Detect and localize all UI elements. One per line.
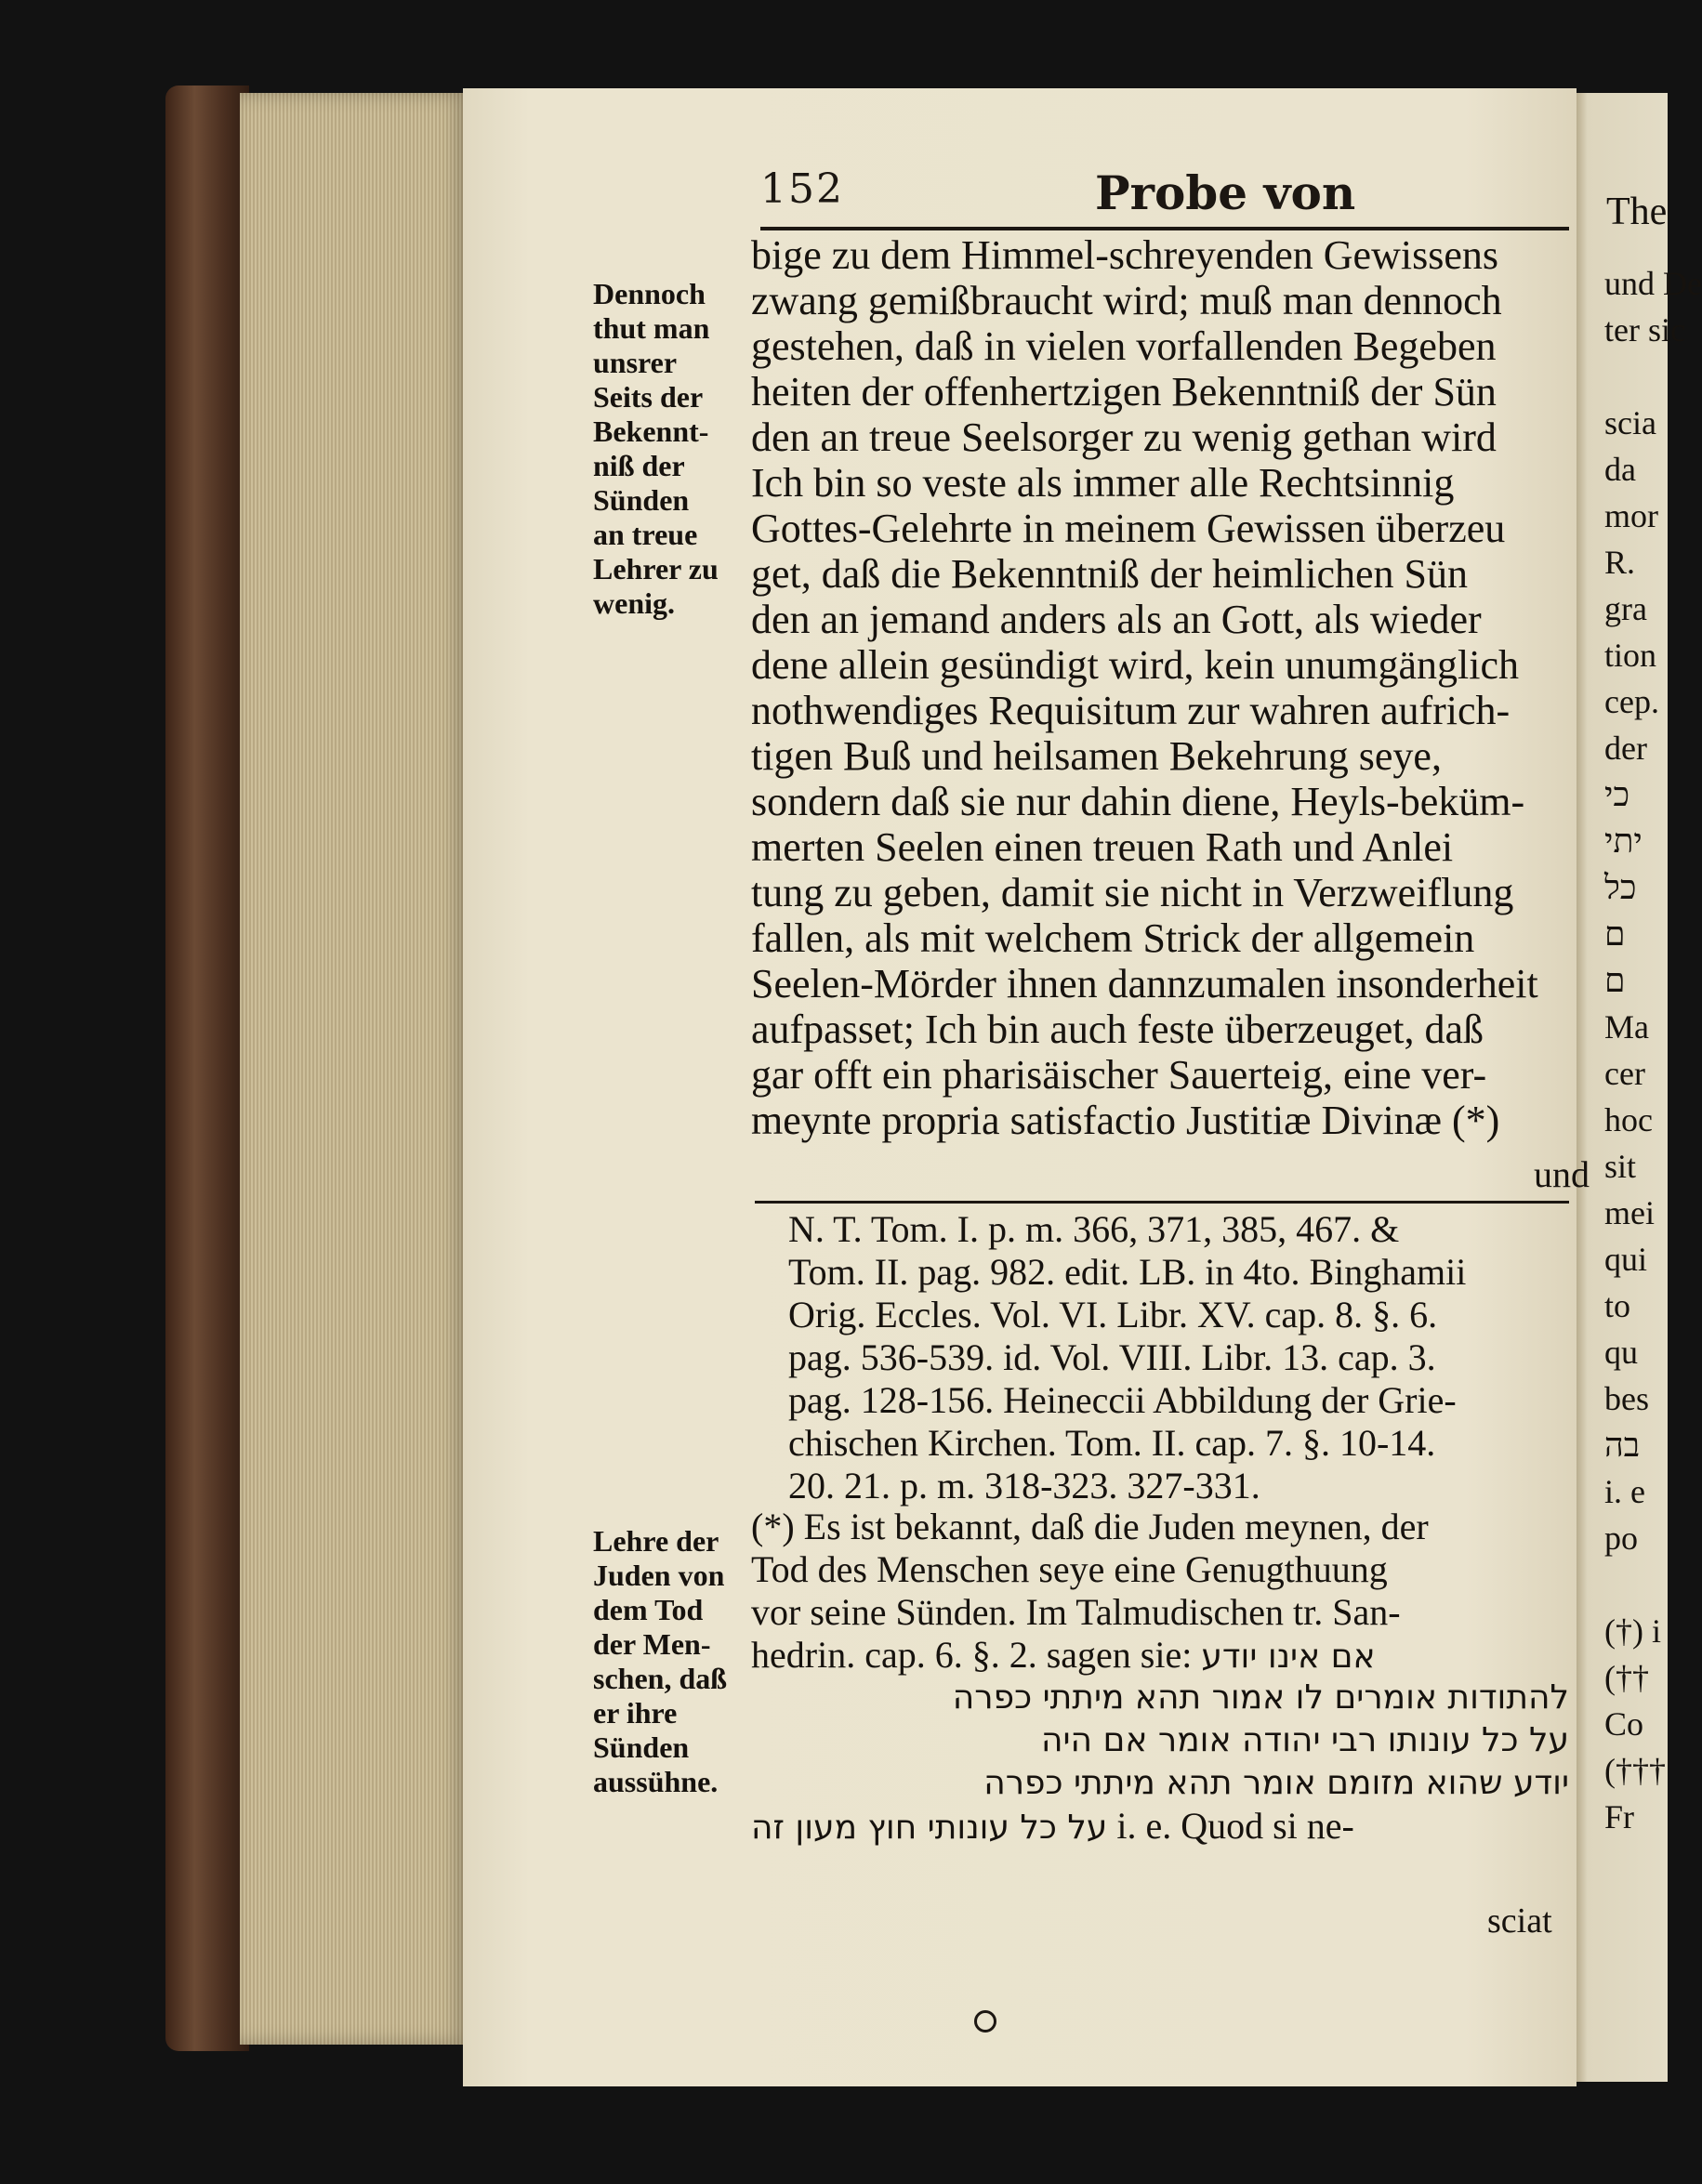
text-line: Ich bin so veste als immer alle Rechtsinnig [751, 460, 1455, 506]
catchword: und [1534, 1153, 1590, 1195]
text-line: Seelen-Mörder ihnen dannzumalen insonderheit [751, 961, 1538, 1006]
text-line: den an jemand anders als an Gott, als wieder [751, 597, 1482, 642]
reference-line: Tom. II. pag. 982. edit. LB. in 4to. Binghamii [788, 1251, 1467, 1293]
text-line: sondern daß sie nur dahin diene, Heyls-beküm- [751, 779, 1525, 824]
hebrew-line: על כל עונותו רבי יהודה אומר אם היה [1040, 1721, 1569, 1759]
footnote-rule [755, 1201, 1569, 1204]
footnote-line [751, 1634, 1569, 1677]
reference-block [788, 1208, 1569, 1507]
text-line: gar offt ein pharisäischer Sauerteig, eine ver- [751, 1052, 1487, 1098]
text-line: fallen, als mit welchem Strick der allgemein [751, 915, 1475, 961]
text-line: Gottes-Gelehrte in meinem Gewissen überzeu [751, 506, 1506, 551]
margin-note-jewish-doctrine: Lehre der Juden von dem Tod der Men- schen, daß er ihre Sünden aussühne. [593, 1524, 728, 1798]
text-line: meynte propria satisfactio Justitiæ Divinæ (*) [751, 1098, 1500, 1143]
reference-line: 20. 21. p. m. 318-323. 327-331. [788, 1465, 1260, 1506]
reference-line: pag. 128-156. Heineccii Abbildung der Grie- [788, 1379, 1457, 1421]
main-text-block [751, 232, 1571, 1143]
footnote-line: (*) Es ist bekannt, daß die Juden meynen, der [751, 1506, 1429, 1547]
reference-line: chischen Kirchen. Tom. II. cap. 7. §. 10-14. [788, 1422, 1436, 1464]
hebrew-line: להתודות אומרים לו אמור תהא מיתתי כפרה [952, 1678, 1569, 1717]
footnote-line: Tod des Menschen seye eine Genugthuung [751, 1548, 1388, 1590]
hebrew-last: על כל עונותי חוץ מעון זה [751, 1809, 1108, 1847]
footnote-catchword: sciat [1487, 1901, 1552, 1941]
hebrew-inline: אם אינו יודע [1201, 1638, 1376, 1676]
text-line: merten Seelen einen treuen Rath und Anlei [751, 824, 1454, 870]
text-line: heiten der offenhertzigen Bekenntniß der Sün [751, 369, 1497, 414]
running-head: Probe von [1095, 165, 1356, 220]
footnote-line: vor seine Sünden. Im Talmudischen tr. San- [751, 1591, 1401, 1633]
footnote-line-latin: hedrin. cap. 6. §. 2. sagen sie: [751, 1634, 1193, 1676]
page-ornament-circle [974, 2010, 996, 2033]
hebrew-line: יודע שהוא מזומם אומר תהא מיתתי כפרה [983, 1764, 1569, 1802]
text-line: gestehen, daß in vielen vorfallenden Begeben [751, 323, 1497, 369]
footnote-last-latin: i. e. Quod si ne- [1116, 1805, 1354, 1847]
margin-note-confession: Dennoch thut man unsrer Seits der Bekennt- niß der Sünden an treue Lehrer zu wenig. [593, 277, 719, 620]
text-line: nothwendiges Requisitum zur wahren aufrich- [751, 688, 1511, 733]
page-header [760, 165, 1569, 221]
footnote-last-line [751, 1805, 1569, 1848]
text-line: tigen Buß und heilsamen Bekehrung seye, [751, 733, 1442, 779]
text-line: aufpasset; Ich bin auch feste überzeuget, daß [751, 1006, 1484, 1052]
reference-line: Orig. Eccles. Vol. VI. Libr. XV. cap. 8. §. 6. [788, 1294, 1438, 1335]
page-edges [240, 93, 468, 2045]
text-line: den an treue Seelsorger zu wenig gethan wird [751, 414, 1497, 460]
book-cover [165, 86, 249, 2051]
text-line: zwang gemißbraucht wird; muß man dennoch [751, 278, 1502, 323]
page-number: 152 [760, 165, 844, 213]
text-line: dene allein gesündigt wird, kein unumgänglich [751, 642, 1520, 688]
reference-line: pag. 536-539. id. Vol. VIII. Libr. 13. cap. 3. [788, 1336, 1436, 1378]
text-line: get, daß die Bekenntniß der heimlichen Sün [751, 551, 1469, 597]
next-page-head: The [1606, 191, 1668, 233]
text-line: tung zu geben, damit sie nicht in Verzweiflung [751, 870, 1514, 915]
header-rule [760, 227, 1569, 230]
footnote-block [751, 1506, 1569, 1848]
reference-line: N. T. Tom. I. p. m. 366, 371, 385, 467. & [788, 1208, 1400, 1250]
next-page-lines: und De ter sic scia da mor R. gra tion cep. der כי יתי כל ם ם Ma cer hoc sit mei qui to qu bes בה i. e po (†) i (†† Co (††† Fr [1604, 265, 1702, 1835]
text-line: bige zu dem Himmel-schreyenden Gewissens [751, 232, 1498, 278]
